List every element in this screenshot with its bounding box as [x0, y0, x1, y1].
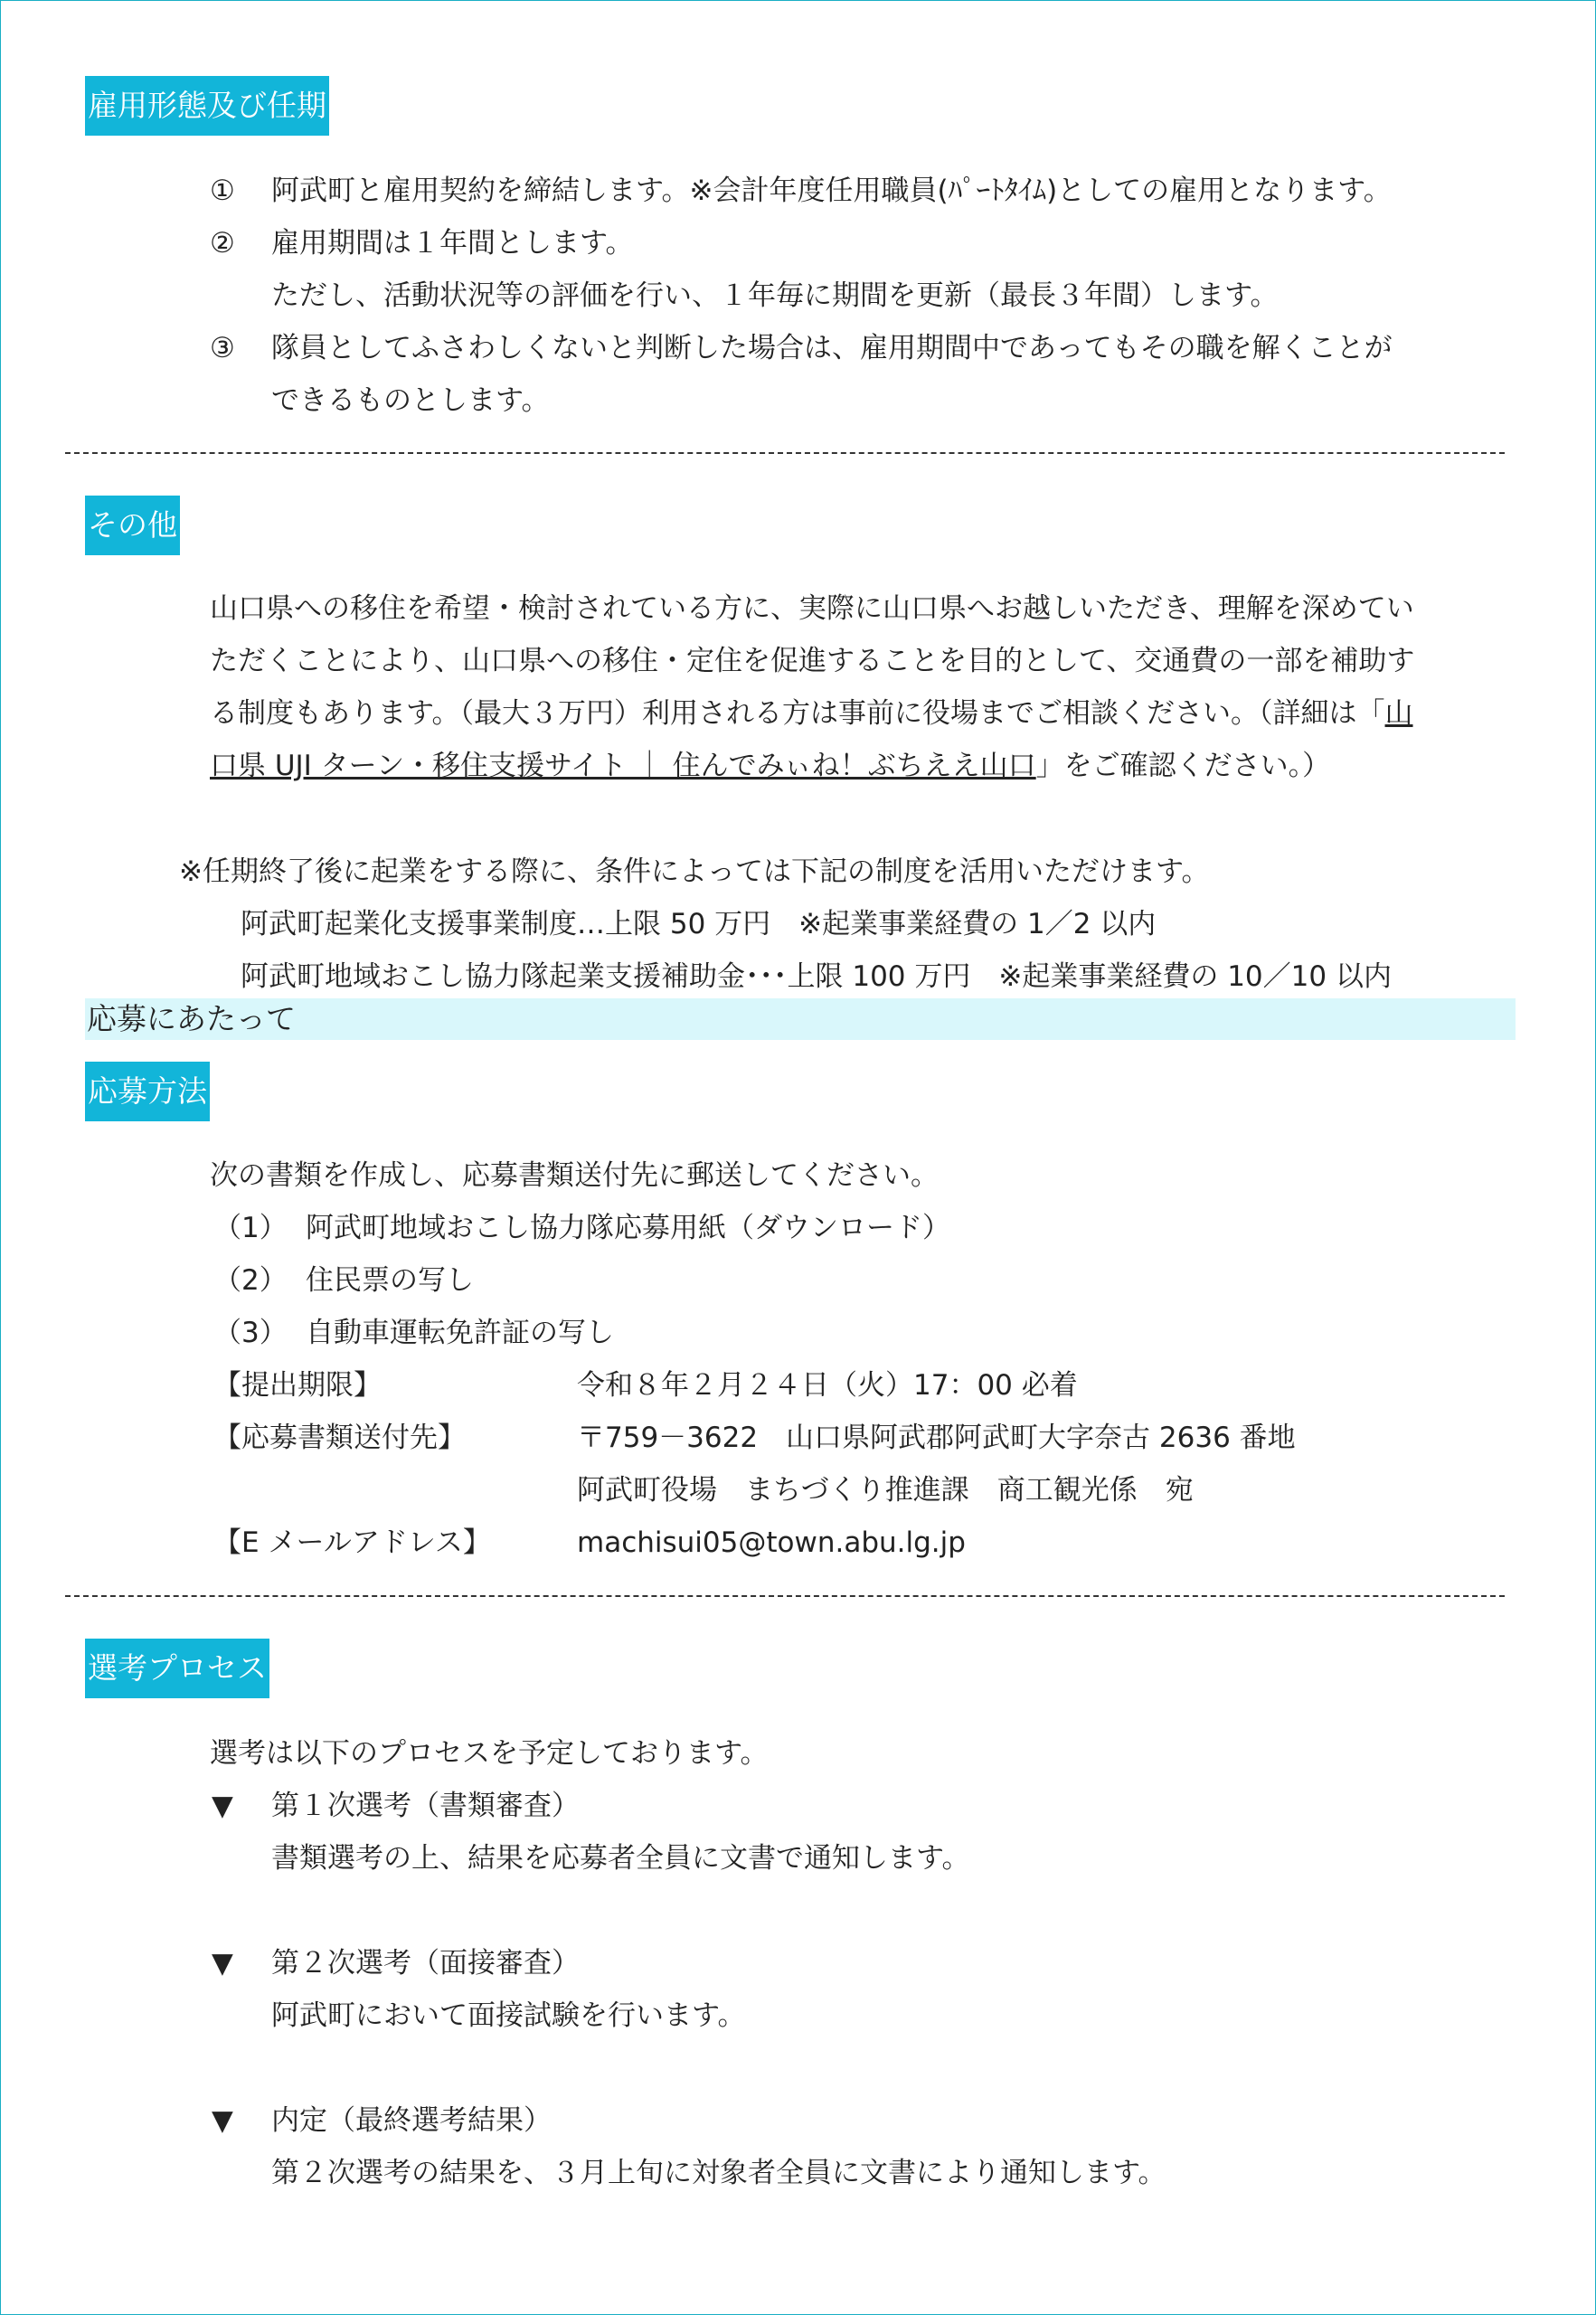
email-label: 【E メールアドレス】	[213, 1526, 491, 1559]
employment-item-1-text: 阿武町と雇用契約を締結します。※会計年度任用職員(ﾊﾟｰﾄﾀｲﾑ)としての雇用となります。	[271, 175, 1392, 207]
employment-item-1-num: ①	[210, 175, 235, 207]
other-heading: その他	[85, 496, 180, 555]
section-divider	[65, 452, 1505, 454]
other-para-line-2: ただくことにより、山口県への移住・定住を促進することを目的として、交通費の一部を補助す	[210, 645, 1415, 677]
other-para-line-1: 山口県への移住を希望・検討されている方に、実際に山口県へお越しいただき、理解を深めてい	[210, 592, 1414, 625]
other-para-line-3	[210, 687, 1413, 740]
employment-heading: 雇用形態及び任期	[85, 76, 329, 136]
deadline-label: 【提出期限】	[213, 1369, 382, 1402]
selection-intro: 選考は以下のプロセスを予定しております。	[210, 1737, 769, 1770]
support-site-link-start[interactable]: 山	[1384, 697, 1413, 730]
email-address[interactable]: machisui05@town.abu.lg.jp	[577, 1526, 966, 1559]
stage-2-marker: ▼	[212, 1947, 233, 1980]
stage-1-desc: 書類選考の上、結果を応募者全員に文書で通知します。	[271, 1842, 970, 1875]
address-line-1: 〒759－3622 山口県阿武郡阿武町大字奈古 2636 番地	[577, 1422, 1296, 1454]
startup-program-2: 阿武町地域おこし協力隊起業支援補助金･･･上限 100 万円 ※起業事業経費の 10／10 以内	[241, 960, 1392, 993]
doc-2-num: （2）	[213, 1264, 288, 1297]
employment-item-2-num: ②	[210, 227, 235, 260]
stage-1-marker: ▼	[212, 1790, 233, 1822]
employment-item-3-text: 隊員としてふさわしくないと判断した場合は、雇用期間中であってもその職を解くことが	[271, 332, 1393, 364]
doc-2-text: 住民票の写し	[306, 1264, 474, 1297]
method-intro: 次の書類を作成し、応募書類送付先に郵送してください。	[210, 1159, 939, 1192]
doc-3-text: 自動車運転免許証の写し	[306, 1317, 614, 1349]
support-site-link[interactable]: 口県 UJI ターン・移住支援サイト ｜ 住んでみぃね！ぶちええ山口	[210, 750, 1036, 782]
employment-item-3-num: ③	[210, 332, 235, 364]
stage-1-title: 第１次選考（書類審査）	[271, 1790, 580, 1822]
other-para-after-link: 」をご確認ください。）	[1035, 750, 1331, 782]
apply-section-bar: 応募にあたって	[85, 998, 1516, 1040]
stage-3-title: 内定（最終選考結果）	[271, 2104, 552, 2137]
stage-2-title: 第２次選考（面接審査）	[271, 1947, 580, 1980]
doc-3-num: （3）	[213, 1317, 288, 1349]
stage-3-marker: ▼	[212, 2104, 233, 2137]
employment-item-2-text-cont: ただし、活動状況等の評価を行い、１年毎に期間を更新（最長３年間）します。	[271, 279, 1279, 312]
other-para-line-4	[210, 740, 1330, 792]
employment-item-3-text-cont: できるものとします。	[271, 384, 550, 417]
doc-1-text: 阿武町地域おこし協力隊応募用紙（ダウンロード）	[306, 1212, 950, 1244]
stage-3-desc: 第２次選考の結果を、３月上旬に対象者全員に文書により通知します。	[271, 2157, 1166, 2189]
method-heading: 応募方法	[85, 1062, 210, 1121]
other-para-line-3-text: る制度もあります。（最大３万円）利用される方は事前に役場までご相談ください。（詳細は「	[210, 697, 1385, 730]
deadline-value: 令和８年２月２４日（火）17：00 必着	[577, 1369, 1078, 1402]
startup-note: ※任期終了後に起業をする際に、条件によっては下記の制度を活用いただけます。	[179, 855, 1210, 888]
section-divider	[65, 1595, 1505, 1597]
startup-program-1: 阿武町起業化支援事業制度…上限 50 万円 ※起業事業経費の 1／2 以内	[241, 908, 1157, 940]
stage-2-desc: 阿武町において面接試験を行います。	[271, 1999, 746, 2032]
address-line-2: 阿武町役場 まちづくり推進課 商工観光係 宛	[577, 1474, 1194, 1507]
doc-1-num: （1）	[213, 1212, 288, 1244]
address-label: 【応募書類送付先】	[213, 1422, 466, 1454]
employment-item-2-text: 雇用期間は１年間とします。	[271, 227, 634, 260]
selection-heading: 選考プロセス	[85, 1639, 269, 1698]
